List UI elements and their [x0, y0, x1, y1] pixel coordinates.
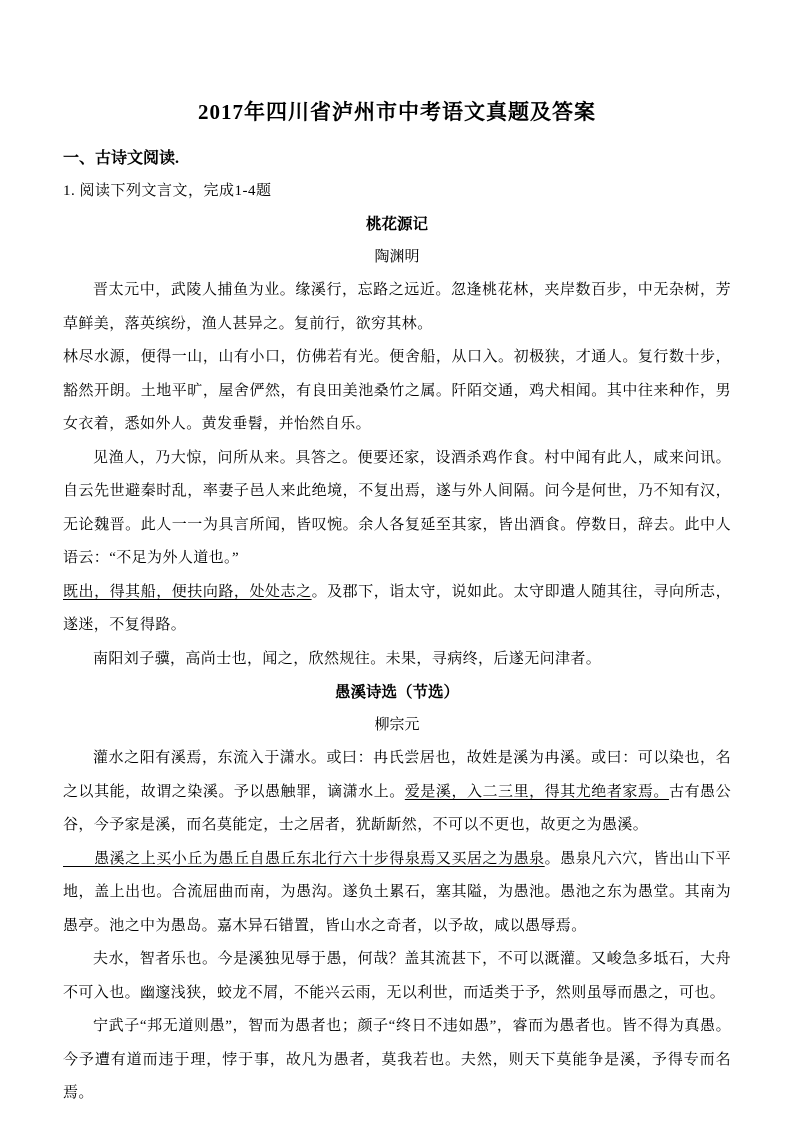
text-run: 。及郡下，诣太守，说如此。太守即遣人随其往，寻向所志，遂迷，不复得路。 — [63, 583, 731, 633]
text-run: 宁武子“邦无道则愚”，智而为愚者也；颜子“终日不违如愚”，睿而为愚者也。皆不得为真愚。今予遭有道而违于理，悖于事，故凡为愚者，莫我若也。夫然，则天下莫能争是溪，予得专而名焉。 — [63, 1018, 731, 1101]
text-run: 林尽水源，便得一山，山有小口，仿佛若有光。便舍船，从口入。初极狭，才通人。复行数十步，豁然开朗。土地平旷，屋舍俨然，有良田美池桑竹之属。阡陌交通，鸡犬相闻。其中往来种作，男女衣着，悉如外人。黄发垂髫，并怡然自乐。 — [63, 349, 731, 432]
section-heading: 一、古诗文阅读. — [63, 150, 180, 167]
essay2-paragraph-3 — [63, 943, 731, 1010]
underlined-text-run: 既出，得其船，便扶向路，处处志之 — [63, 583, 312, 600]
underlined-text-run: 爱是溪，入二三里，得其尤绝者家焉。 — [404, 783, 669, 800]
text-run: 灌水之阳有溪焉，东流入于潇水。或曰：冉氏尝居也，故姓是溪为冉溪。或曰：可以染也，名之以其能，故谓之染溪。予以愚触罪，谪潇水上。 — [63, 750, 731, 800]
text-run: 夫水，智者乐也。今是溪独见辱于愚，何哉？盖其流甚下，不可以溉灌。又峻急多坻石，大舟不可入也。幽邃浅狭，蛟龙不屑，不能兴云雨，无以利世，而适类于予，然则虽辱而愚之，可也。 — [63, 951, 731, 1001]
text-run: 古有愚公谷，今予家是溪，而名莫能定，士之居者，犹龂龂然，不可以不更也，故更之为愚溪。 — [63, 783, 731, 833]
essay2-paragraph-1 — [63, 742, 731, 843]
text-run: 南阳刘子骥，高尚士也，闻之，欣然规往。未果，寻病终，后遂无问津者。 — [93, 650, 602, 667]
essay1-paragraph-1 — [63, 274, 731, 341]
text-run: 见渔人，乃大惊，问所从来。具答之。便要还家，设酒杀鸡作食。村中闻有此人，咸来问讯。自云先世避秦时乱，率妻子邑人来此绝境，不复出焉，遂与外人间隔。问今是何世，乃不知有汉，无论魏晋。此人一一为具言所闻，皆叹惋。余人各复延至其家，皆出酒食。停数日，辞去。此中人语云：“不足为外人道也。” — [63, 449, 731, 566]
document-title: 2017年四川省泸州市中考语文真题及答案 — [198, 100, 596, 124]
essay2-paragraph-4 — [63, 1010, 731, 1111]
text-run: 。愚泉凡六穴，皆出山下平地，盖上出也。合流屈曲而南，为愚沟。遂负土累石，塞其隘，为愚池。愚池之东为愚堂。其南为愚亭。池之中为愚岛。嘉木异石错置，皆山水之奇者，以予故，咸以愚辱焉。 — [63, 850, 731, 934]
essay2-author: 柳宗元 — [374, 717, 420, 733]
underlined-text-run: 愚溪之上买小丘为愚丘自愚丘东北行六十步得泉焉又买居之为愚泉 — [63, 850, 545, 867]
essay2-title: 愚溪诗选（节选） — [334, 684, 459, 701]
essay1-paragraph-5 — [63, 643, 731, 677]
text-run: 晋太元中，武陵人捕鱼为业。缘溪行，忘路之远近。忽逢桃花林，夹岸数百步，中无杂树，芳草鲜美，落英缤纷，渔人甚异之。复前行，欲穷其林。 — [63, 282, 731, 332]
question-intro: 1. 阅读下列文言文，完成1-4题 — [63, 183, 272, 199]
essay1-author: 陶渊明 — [374, 249, 420, 265]
essay1-paragraph-4 — [63, 576, 731, 643]
essay2-paragraph-2 — [63, 843, 731, 944]
essay1-paragraph-2 — [63, 341, 731, 442]
essay1-title: 桃花源记 — [365, 216, 428, 233]
essay1-paragraph-3 — [63, 442, 731, 576]
